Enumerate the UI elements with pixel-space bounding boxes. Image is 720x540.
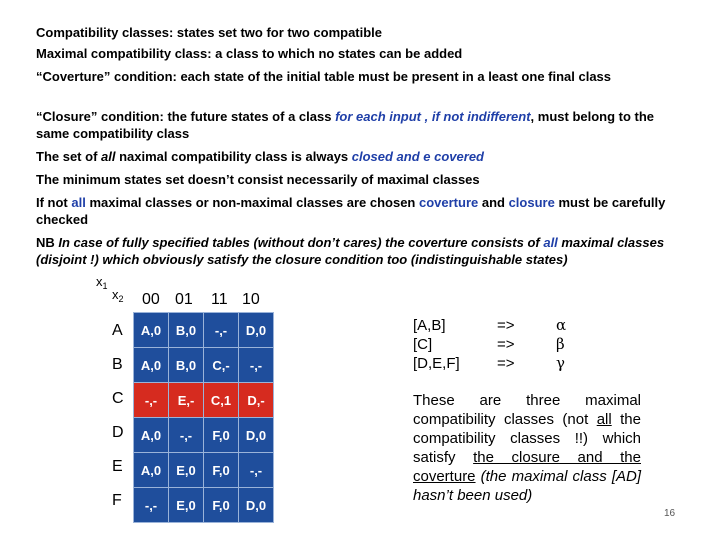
table-cell: B,0 (169, 348, 204, 383)
para-closed-covered (36, 148, 676, 165)
table-cell: E,0 (169, 488, 204, 523)
mapping-class-1: [A,B] (413, 317, 446, 334)
nb-d: maximal classes (disjoint !) which obviously satisfy the closure condition too (indistinguishable states) (36, 235, 665, 267)
note-c: the compatibility classes !!) which satisfy (413, 411, 641, 466)
table-cell: A,0 (134, 348, 169, 383)
nb-b: In case of fully specified tables (without don’t cares) the coverture consists of (58, 235, 544, 250)
mapping-classes (413, 316, 460, 373)
mapping-symbol-gamma: γ (556, 354, 565, 372)
row-label-f: F (112, 492, 122, 509)
set-text-c: naximal compatibility class is always (115, 149, 352, 164)
mapping-class-2: [C] (413, 336, 433, 353)
table-cell: A,0 (134, 313, 169, 348)
ifnot-a: If not (36, 195, 72, 210)
ifnot-g: must be carefully checked (36, 195, 666, 227)
table-cell: -,- (239, 348, 274, 383)
note-all: all (596, 411, 612, 428)
table-cell: D,0 (239, 488, 274, 523)
table-cell-highlighted: D,- (239, 383, 274, 418)
table-cell-highlighted: -,- (134, 383, 169, 418)
nb-a: NB (36, 235, 59, 250)
mapping-arrow-3: => (497, 355, 515, 372)
note-maximal-classes (413, 391, 641, 505)
note-e: (the maximal class [AD] hasn’t been used) (413, 468, 641, 504)
ifnot-coverture: coverture (418, 195, 479, 210)
table-cell: D,0 (239, 313, 274, 348)
mapping-symbol-alpha: α (556, 316, 567, 334)
row-label-d: D (112, 424, 124, 441)
table-row (134, 488, 274, 523)
table-cell: F,0 (204, 453, 239, 488)
header-x1: $x_1$ (96, 274, 108, 291)
row-label-b: B (112, 356, 123, 373)
table-cell-highlighted: E,- (169, 383, 204, 418)
set-text-d: closed and e covered (351, 149, 484, 164)
ifnot-all: all (71, 195, 86, 210)
row-label-c: C (112, 390, 124, 407)
para-maximal-class: Maximal compatibility class: a class to which no states can be added (36, 46, 463, 61)
note-a: These are three maximal compatibility classes (not (413, 392, 641, 428)
table-row (134, 313, 274, 348)
mapping-symbols (556, 316, 566, 373)
table-cell: E,0 (169, 453, 204, 488)
table-row (134, 383, 274, 418)
closure-text-c: , must belong to the same compatibility class (36, 109, 655, 141)
set-text-all: all (101, 149, 116, 164)
table-cell: -,- (134, 488, 169, 523)
table-row (134, 348, 274, 383)
note-d: the closure and the coverture (413, 449, 641, 485)
table-cell: F,0 (204, 488, 239, 523)
table-cell: A,0 (134, 418, 169, 453)
closure-text-b: for each input , if not indifferent (335, 109, 531, 124)
column-header-10: 10 (242, 291, 260, 308)
para-closure (36, 108, 676, 142)
table-row (134, 418, 274, 453)
para-minimum-states: The minimum states set doesn’t consist necessarily of maximal classes (36, 172, 480, 187)
table-cell: C,- (204, 348, 239, 383)
column-header-01: 01 (175, 291, 193, 308)
para-coverture: “Coverture” condition: each state of the initial table must be present in a least one final class (36, 69, 612, 84)
ifnot-e: and (478, 195, 509, 210)
table-cell: B,0 (169, 313, 204, 348)
ifnot-closure: closure (508, 195, 555, 210)
table-cell-highlighted: C,1 (204, 383, 239, 418)
para-if-not-all (36, 194, 676, 228)
table-cell: -,- (239, 453, 274, 488)
state-table (133, 312, 274, 523)
ifnot-c: maximal classes or non-maximal classes are chosen (85, 195, 419, 210)
para-compatibility-classes: Compatibility classes: states set two for two compatible (36, 25, 383, 40)
page-number: 16 (664, 508, 676, 519)
mapping-arrow-2: => (497, 336, 515, 353)
table-cell: D,0 (239, 418, 274, 453)
row-label-a: A (112, 322, 123, 339)
table-cell: -,- (204, 313, 239, 348)
para-nb (36, 234, 676, 268)
mapping-class-3: [D,E,F] (413, 355, 460, 372)
table-row (134, 453, 274, 488)
column-header-11: 11 (211, 291, 228, 308)
set-text-a: The set of (36, 149, 102, 164)
mapping-arrows (497, 316, 515, 373)
column-header-00: 00 (142, 291, 160, 308)
table-cell: -,- (169, 418, 204, 453)
table-cell: F,0 (204, 418, 239, 453)
header-x2: $x_2$ (112, 287, 124, 304)
table-cell: A,0 (134, 453, 169, 488)
mapping-arrow-1: => (497, 317, 515, 334)
row-label-e: E (112, 458, 123, 475)
nb-all: all (543, 235, 558, 250)
mapping-symbol-beta: β (556, 335, 565, 353)
closure-text-a: “Closure” condition: the future states of a class (36, 109, 336, 124)
